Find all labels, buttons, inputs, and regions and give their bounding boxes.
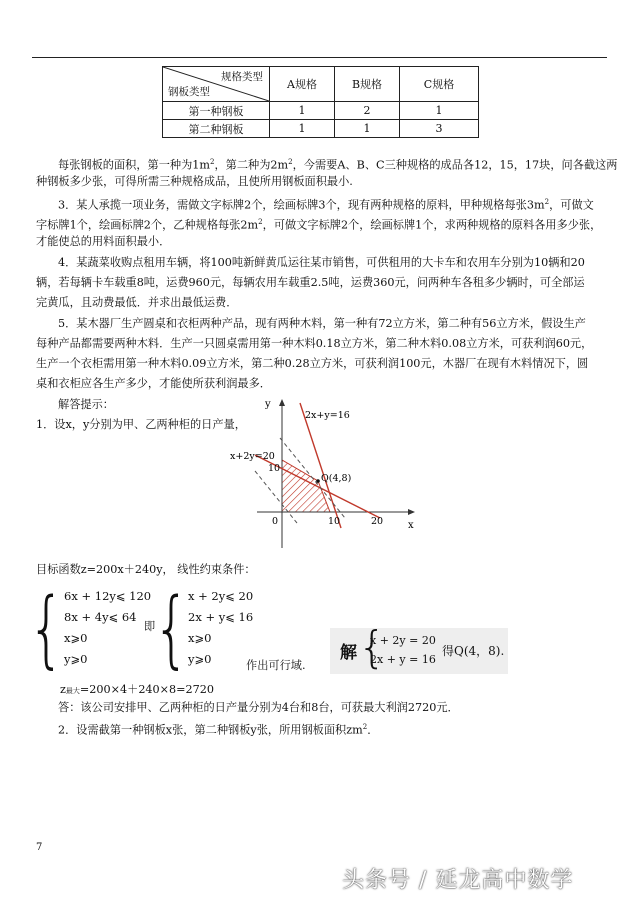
paragraph-line: 4．某蔬菜收购点租用车辆，将100吨新鲜黄瓜运往某市销售，可供租用的大卡车和农用车分别为10辆和20 (58, 256, 585, 269)
z-max-line: z最大=200×4＋240×8=2720 (60, 683, 215, 696)
paragraph-line: 才能使总的用料面积最小． (36, 235, 171, 248)
hints-heading: 解答提示： (58, 398, 114, 411)
table-corner-cell (163, 67, 270, 102)
spec-table (162, 66, 479, 138)
feasible-region (282, 460, 330, 512)
paragraph-line: 每种产品都需要两种木料．生产一只圆桌需用第一种木料0.18立方米，第二种木料0.08立方米，可获利润60元， (36, 337, 593, 350)
solve-box (330, 622, 508, 674)
row-label: 第二种钢板 (163, 120, 270, 138)
constraint-system-2: x + 2y⩽ 20 2x + y⩽ 16 x⩾0 y⩾0 (188, 589, 254, 666)
table-row (163, 120, 479, 138)
solution-1-intro: 1．设x，y分别为甲、乙两种柜的日产量， (36, 418, 246, 431)
header-a: A规格 (270, 67, 335, 102)
row-label: 第一种钢板 (163, 102, 270, 120)
cell: 3 (400, 120, 479, 138)
jie-label: 解 (340, 643, 357, 663)
answer-1: 答：该公司安排甲、乙两种柜的日产量分别为4台和8台，可获最大利润2720元． (58, 701, 459, 714)
solve-result: 得Q(4，8). (442, 644, 505, 658)
objective-function: 目标函数z=200x＋240y， 线性约束条件： (36, 563, 256, 576)
corner-top-label: 规格类型 (221, 71, 263, 83)
feasible-region-graph (225, 398, 420, 550)
paragraph-line: 桌和衣柜应各生产多少，才能使所获利润最多． (36, 377, 271, 390)
cell: 1 (335, 120, 400, 138)
paragraph-line: 生产一个衣柜需用第一种木料0.09立方米，第二种0.28立方米，可获利润100元，木器厂在现有木料情况下，圆 (36, 357, 589, 370)
x-axis-label: x (408, 520, 414, 531)
x-tick-10: 10 (328, 516, 341, 527)
paragraph-line: 完黄瓜，且动费最低．并求出最低运费． (36, 296, 238, 309)
line1-label: 2x+y=16 (305, 410, 350, 421)
cell: 1 (270, 120, 335, 138)
cell: 1 (400, 102, 479, 120)
x-axis-arrow (408, 509, 415, 515)
top-rule (32, 57, 607, 58)
y-tick-10: 10 (268, 463, 281, 474)
solution-2-intro: 2．设需截第一种钢板x张，第二种钢板y张，所用钢板面积$zm^2$． (58, 723, 379, 737)
paragraph-line: 辆，若每辆卡车载重8吨，运费960元，每辆农用车载重2.5吨，运费360元，问两种车各租多少辆时，可全部运 (36, 276, 585, 289)
header-c: C规格 (400, 67, 479, 102)
origin-label: 0 (272, 516, 279, 527)
paragraph-line: 每张钢板的面积，第一种为$1m^2$，第二种为$2m^2$，今需要A、B、C三种规格的成品各12，15，17块，问各截这两 (58, 158, 618, 172)
constraint-system-1: 6x + 12y⩽ 120 8x + 4y⩽ 64 x⩾0 y⩾0 (64, 589, 152, 666)
paragraph-line: 种钢板多少张，可得所需三种规格成品，且使所用钢板面积最小. (36, 175, 353, 188)
header-b: B规格 (335, 67, 400, 102)
left-brace: { (153, 579, 190, 678)
cell: 1 (270, 102, 335, 120)
paragraph-line: 5．某木器厂生产圆桌和衣柜两种产品，现有两种木料，第一种有72立方米，第二种有56立方米，假设生产 (58, 317, 586, 330)
line2-label: x+2y=20 (230, 451, 275, 462)
y-axis-label: y (265, 399, 271, 410)
point-q (316, 479, 320, 483)
left-brace: { (358, 622, 386, 673)
y-axis-arrow (279, 399, 285, 406)
corner-bottom-label: 钢板类型 (168, 86, 210, 98)
cell: 2 (335, 102, 400, 120)
x-tick-20: 20 (371, 516, 384, 527)
watermark: 头条号 / 延龙高中数学 (342, 868, 574, 893)
paragraph-line: 3．某人承揽一项业务，需做文字标牌2个，绘画标牌3个，现有两种规格的原料，甲种规格每张$3m^2$，可做文 (58, 198, 594, 212)
left-brace: { (28, 579, 65, 678)
paragraph-line: 字标牌1个，绘画标牌2个，乙种规格每张$2m^2$，可做文字标牌2个，绘画标牌1个，求两种规格的原料各用多少张， (36, 218, 602, 232)
page-number: 7 (36, 842, 43, 853)
feasible-region-note: 作出可行域. (246, 659, 306, 672)
ji-label: 即 (144, 620, 156, 633)
solve-equations: x + 2y = 20 2x + y = 16 (370, 634, 436, 666)
table-row (163, 102, 479, 120)
point-q-label: Q(4,8) (321, 473, 352, 484)
